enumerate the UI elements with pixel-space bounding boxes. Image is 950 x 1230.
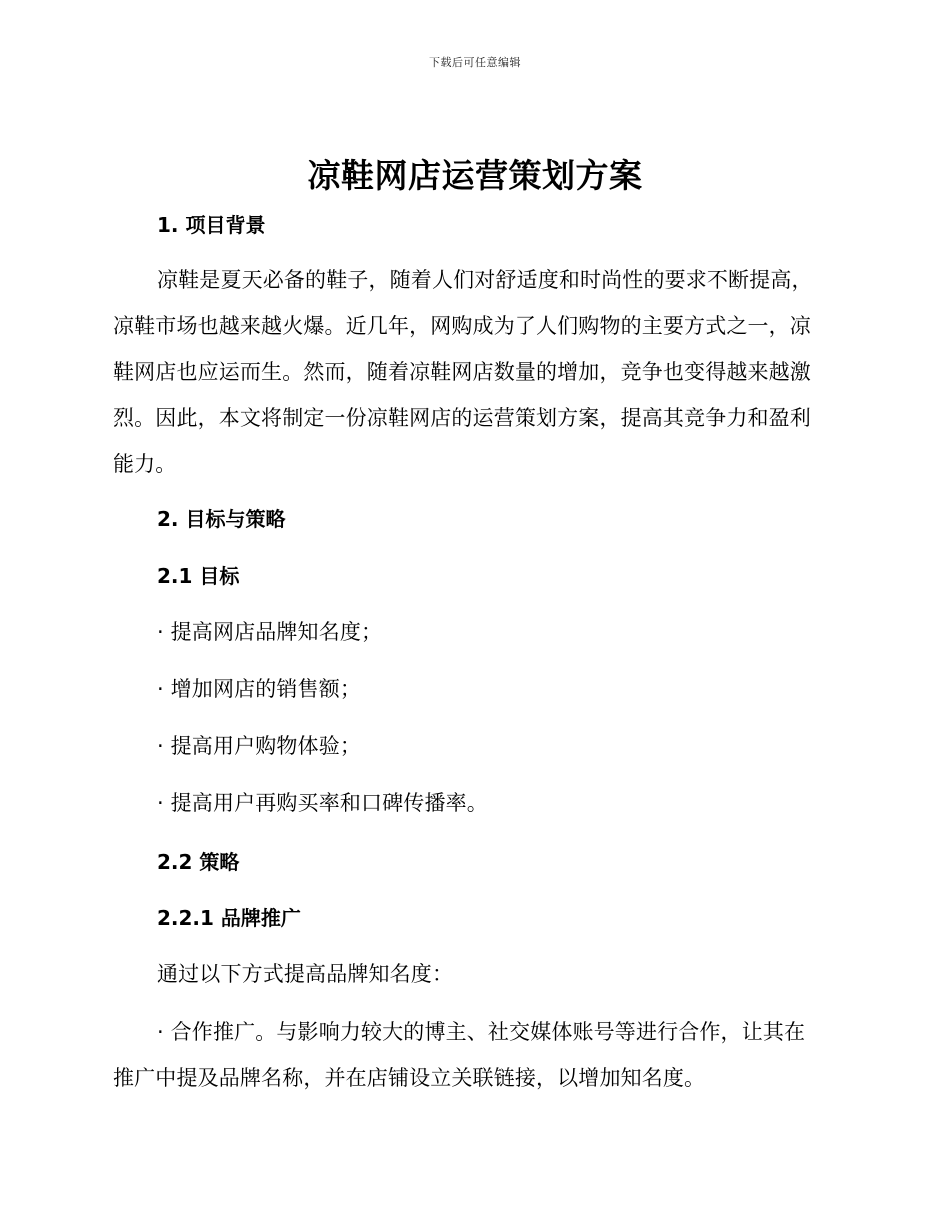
section-heading-2-2-1: 2.2.1 品牌推广 <box>157 906 301 930</box>
goal-list-item: · 提高用户购物体验； <box>157 734 361 758</box>
paragraph-line: 凉鞋是夏天必备的鞋子，随着人们对舒适度和时尚性的要求不断提高， <box>157 268 813 292</box>
paragraph-line: 能力。 <box>113 452 177 476</box>
goal-list-item: · 提高网店品牌知名度； <box>157 620 383 644</box>
paragraph-line: 烈。因此，本文将制定一份凉鞋网店的运营策划方案，提高其竞争力和盈利 <box>113 406 811 430</box>
section-heading-2-1: 2.1 目标 <box>157 564 240 588</box>
section-heading-1: 1. 项目背景 <box>157 213 266 237</box>
page-header-note: 下载后可任意编辑 <box>429 56 521 69</box>
strategy-list-item: · 合作推广。与影响力较大的博主、社交媒体账号等进行合作，让其在 <box>157 1020 806 1044</box>
goal-list-item: · 增加网店的销售额； <box>157 677 361 701</box>
goal-list-item: · 提高用户再购买率和口碑传播率。 <box>157 791 488 815</box>
paragraph-line: 鞋网店也应运而生。然而，随着凉鞋网店数量的增加，竞争也变得越来越激 <box>113 360 811 384</box>
section-heading-2: 2. 目标与策略 <box>157 507 286 531</box>
paragraph-line: 通过以下方式提高品牌知名度： <box>157 962 454 986</box>
strategy-list-item-continuation: 推广中提及品牌名称，并在店铺设立关联链接，以增加知名度。 <box>113 1066 706 1090</box>
paragraph-line: 凉鞋市场也越来越火爆。近几年，网购成为了人们购物的主要方式之一，凉 <box>113 314 811 338</box>
document-title: 凉鞋网店运营策划方案 <box>307 156 643 195</box>
section-heading-2-2: 2.2 策略 <box>157 850 240 874</box>
